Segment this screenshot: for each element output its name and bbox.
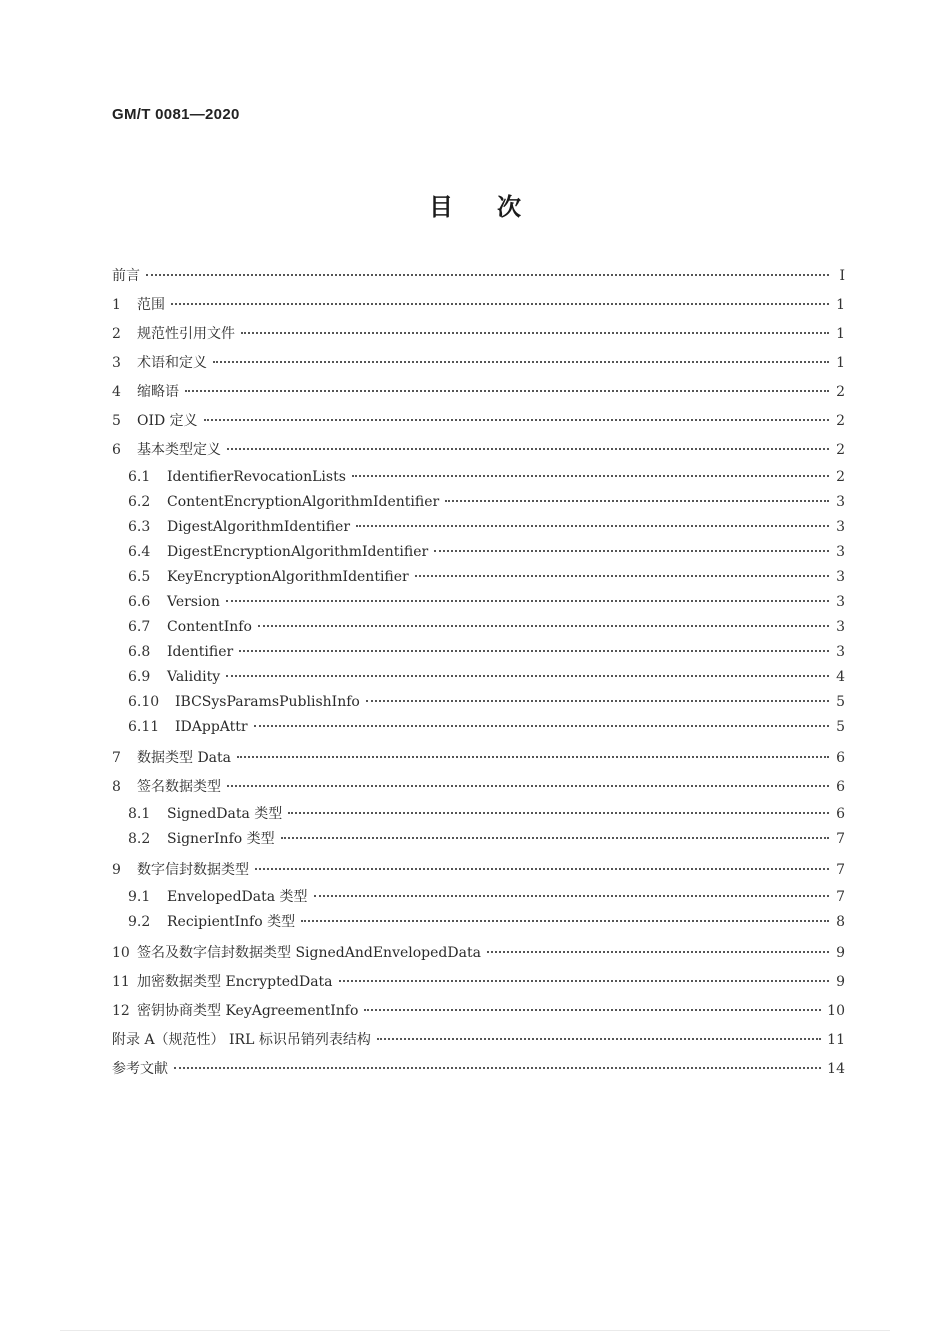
dot-leader — [227, 785, 829, 787]
toc-subentry[interactable] — [112, 802, 845, 827]
toc-page-number: 3 — [836, 494, 845, 510]
dot-leader — [237, 756, 829, 758]
toc-entry-label: 前言 — [112, 268, 140, 284]
toc-page-number: 3 — [836, 569, 845, 585]
toc-page-number: 7 — [836, 831, 845, 847]
toc-entry[interactable] — [112, 378, 845, 407]
toc-subentry[interactable] — [112, 465, 845, 490]
toc-page-number: 3 — [836, 644, 845, 660]
toc-subentry[interactable] — [112, 515, 845, 540]
toc-entry-label: 参考文献 — [112, 1061, 168, 1077]
toc-entry-number: 6.10 — [128, 694, 160, 710]
toc-page-number: 11 — [827, 1032, 845, 1048]
page-title: 目次 — [429, 193, 565, 221]
toc-entry-label: 数据类型 Data — [137, 750, 231, 766]
toc-entry-label: SignerInfo 类型 — [167, 831, 275, 847]
toc-entry-label: IdentifierRevocationLists — [167, 469, 346, 485]
toc-page-number: 9 — [836, 945, 845, 961]
toc-page-number: 5 — [836, 694, 845, 710]
toc-entry-number: 6.7 — [128, 619, 151, 635]
toc-entry-label: KeyEncryptionAlgorithmIdentifier — [167, 569, 409, 585]
toc-entry-number: 6.5 — [128, 569, 151, 585]
toc-page-number: 10 — [827, 1003, 845, 1019]
toc-subentry[interactable] — [112, 540, 845, 565]
toc-page-number: 2 — [836, 469, 845, 485]
dot-leader — [434, 550, 829, 552]
toc-entry-label: 范围 — [137, 297, 165, 313]
toc-page-number: 6 — [836, 750, 845, 766]
toc-entry-label: RecipientInfo 类型 — [167, 914, 296, 930]
toc-page-number: 2 — [836, 413, 845, 429]
dot-leader — [226, 675, 829, 677]
dot-leader — [364, 1009, 821, 1011]
toc-entry-label: Identifier — [167, 644, 234, 660]
dot-leader — [146, 274, 829, 276]
toc-entry-number: 12 — [112, 1003, 130, 1019]
toc-entry-number: 8.1 — [128, 806, 151, 822]
toc-page-number: 3 — [836, 619, 845, 635]
toc-entry-label: EnvelopedData 类型 — [167, 889, 308, 905]
toc-entry-number: 8.2 — [128, 831, 151, 847]
dot-leader — [254, 725, 829, 727]
toc-entry-label: DigestAlgorithmIdentifier — [167, 519, 351, 535]
dot-leader — [258, 625, 829, 627]
toc-subentry[interactable] — [112, 590, 845, 615]
toc-entry-number: 6.9 — [128, 669, 151, 685]
toc-entry-label: ContentInfo — [167, 619, 252, 635]
toc-page-number: 3 — [836, 519, 845, 535]
dot-leader — [171, 303, 829, 305]
toc-entry[interactable] — [112, 1026, 845, 1055]
toc-page-number: 5 — [836, 719, 845, 735]
toc-entry-label: ContentEncryptionAlgorithmIdentifier — [167, 494, 440, 510]
toc-entry[interactable] — [112, 436, 845, 465]
toc-entry-label: Validity — [167, 669, 221, 685]
toc-entry-number: 6.11 — [128, 719, 160, 735]
toc-page-number: 7 — [836, 862, 845, 878]
toc-entry-number: 6.4 — [128, 544, 151, 560]
dot-leader — [226, 600, 829, 602]
dot-leader — [255, 868, 829, 870]
toc-entry-label: OID 定义 — [137, 413, 198, 429]
dot-leader — [213, 361, 829, 363]
toc-entry[interactable] — [112, 773, 845, 802]
toc-entry-label: IDAppAttr — [175, 719, 248, 735]
toc-entry-label: 规范性引用文件 — [137, 326, 235, 342]
toc-entry[interactable] — [112, 1055, 845, 1084]
toc-entry-number: 10 — [112, 945, 130, 961]
toc-entry-number: 5 — [112, 413, 121, 429]
dot-leader — [314, 895, 829, 897]
toc-page-number: 6 — [836, 779, 845, 795]
toc-subentry[interactable] — [112, 565, 845, 590]
toc-entry-number: 6.2 — [128, 494, 151, 510]
toc-entry[interactable] — [112, 320, 845, 349]
toc-subentry[interactable] — [112, 615, 845, 640]
toc-entry[interactable] — [112, 407, 845, 436]
dot-leader — [356, 525, 829, 527]
toc-entry-number: 6.6 — [128, 594, 151, 610]
page-bottom-rule — [60, 1330, 890, 1331]
toc-page-number: 2 — [836, 442, 845, 458]
toc-subentry[interactable] — [112, 640, 845, 665]
toc-page-number: I — [839, 268, 845, 284]
table-of-contents — [112, 262, 845, 1084]
toc-entry-label: 术语和定义 — [137, 355, 207, 371]
toc-page-number: 2 — [836, 384, 845, 400]
toc-entry-number: 8 — [112, 779, 121, 795]
toc-page-number: 8 — [836, 914, 845, 930]
toc-entry-label: 签名及数字信封数据类型 SignedAndEnvelopedData — [137, 945, 481, 961]
dot-leader — [301, 920, 829, 922]
dot-leader — [339, 980, 829, 982]
dot-leader — [445, 500, 829, 502]
toc-entry-label: 缩略语 — [137, 384, 179, 400]
dot-leader — [415, 575, 829, 577]
toc-entry-number: 11 — [112, 974, 130, 990]
toc-subentry[interactable] — [112, 490, 845, 515]
toc-entry-label: 附录 A（规范性） IRL 标识吊销列表结构 — [112, 1032, 371, 1048]
toc-entry-label: Version — [167, 594, 220, 610]
toc-entry[interactable] — [112, 262, 845, 291]
toc-entry-label: IBCSysParamsPublishInfo — [175, 694, 360, 710]
toc-entry-number: 7 — [112, 750, 121, 766]
toc-subentry[interactable] — [112, 885, 845, 910]
toc-subentry[interactable] — [112, 910, 845, 935]
dot-leader — [377, 1038, 821, 1040]
toc-page-number: 1 — [836, 326, 845, 342]
standard-code: GM/T 0081—2020 — [112, 106, 240, 123]
toc-page-number: 1 — [836, 297, 845, 313]
toc-entry-label: 加密数据类型 EncryptedData — [137, 974, 333, 990]
toc-entry[interactable] — [112, 968, 845, 997]
dot-leader — [204, 419, 829, 421]
toc-entry-number: 2 — [112, 326, 121, 342]
toc-entry-label: 基本类型定义 — [137, 442, 221, 458]
dot-leader — [174, 1067, 821, 1069]
toc-entry-label: SignedData 类型 — [167, 806, 283, 822]
toc-page-number: 9 — [836, 974, 845, 990]
toc-entry-label: 数字信封数据类型 — [137, 862, 249, 878]
toc-page-number: 7 — [836, 889, 845, 905]
dot-leader — [227, 448, 829, 450]
toc-entry-number: 6.3 — [128, 519, 151, 535]
toc-entry[interactable] — [112, 856, 845, 885]
toc-entry-number: 1 — [112, 297, 121, 313]
dot-leader — [185, 390, 829, 392]
dot-leader — [281, 837, 829, 839]
toc-page-number: 3 — [836, 594, 845, 610]
dot-leader — [487, 951, 829, 953]
toc-subentry[interactable] — [112, 690, 845, 715]
dot-leader — [366, 700, 829, 702]
toc-page-number: 1 — [836, 355, 845, 371]
toc-subentry[interactable] — [112, 827, 845, 852]
toc-entry[interactable] — [112, 744, 845, 773]
toc-entry[interactable] — [112, 349, 845, 378]
toc-entry-label: 密钥协商类型 KeyAgreementInfo — [137, 1003, 359, 1019]
toc-page-number: 14 — [827, 1061, 845, 1077]
toc-entry-label: DigestEncryptionAlgorithmIdentifier — [167, 544, 429, 560]
toc-entry-number: 6 — [112, 442, 121, 458]
toc-entry-number: 9.1 — [128, 889, 151, 905]
dot-leader — [241, 332, 829, 334]
toc-entry[interactable] — [112, 997, 845, 1026]
dot-leader — [352, 475, 829, 477]
toc-entry-number: 6.8 — [128, 644, 151, 660]
toc-subentry[interactable] — [112, 665, 845, 690]
toc-entry-number: 4 — [112, 384, 121, 400]
toc-entry-number: 6.1 — [128, 469, 151, 485]
dot-leader — [239, 650, 829, 652]
toc-entry-number: 9.2 — [128, 914, 151, 930]
toc-page-number: 3 — [836, 544, 845, 560]
toc-entry[interactable] — [112, 291, 845, 320]
toc-subentry[interactable] — [112, 715, 845, 740]
toc-entry-number: 9 — [112, 862, 121, 878]
toc-entry-label: 签名数据类型 — [137, 779, 221, 795]
dot-leader — [288, 812, 829, 814]
toc-entry[interactable] — [112, 939, 845, 968]
toc-entry-number: 3 — [112, 355, 121, 371]
toc-page-number: 4 — [836, 669, 845, 685]
toc-page-number: 6 — [836, 806, 845, 822]
